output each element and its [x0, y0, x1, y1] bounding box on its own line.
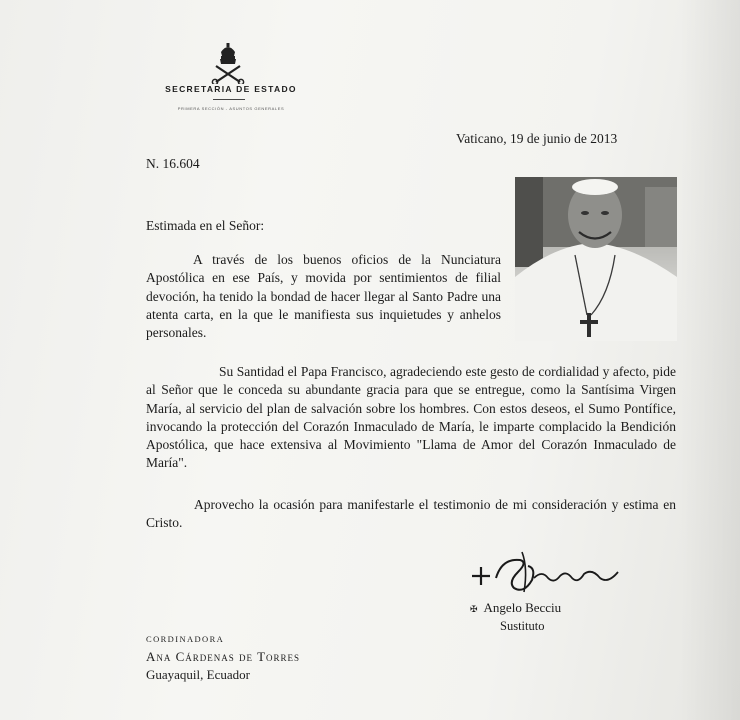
letter-paragraph: Aprovecho la ocasión para manifestarle el testimonio de mi consideración y estima en Cristo.	[146, 497, 676, 531]
office-subtitle: PRIMERA SECCIÓN - ASUNTOS GENERALES	[177, 106, 285, 111]
addressee-role: CORDINADORA	[146, 634, 225, 644]
pope-portrait-photo	[515, 177, 677, 341]
letter-paragraph: A través de los buenos oficios de la Nunciatura Apostólica en ese País, y movida por sentimientos de filial devoción, ha tenido la bondad de hacer llegar al Santo Padre una atenta carta, en la que le manifiesta sus inquietudes y anhelos personales.	[146, 252, 501, 341]
office-name: SECRETARIA DE ESTADO	[165, 84, 297, 94]
cross-icon: ✠	[470, 604, 478, 614]
letter-paragraph: Su Santidad el Papa Francisco, agradeciendo este gesto de cordialidad y afecto, pide al Señor que le conceda su abundante gracia para que se entregue, como la Santísima Virgen María, al servicio del plan de salvación sobre los hombres. Con estos deseos, el Sumo Pontífice, invocando la protección del Corazón Inmaculado de María, le imparte complacido la Bendición Apostólica, que hace extensiva al Movimiento "Llama de Amor del Corazón Inmaculado de María".	[146, 364, 676, 471]
addressee-block	[146, 630, 300, 684]
reference-number: N. 16.604	[146, 156, 200, 171]
addressee-place: Guayaquil, Ecuador	[146, 667, 250, 682]
salutation: Estimada en el Señor:	[146, 218, 265, 233]
papal-keys-crest-icon	[208, 42, 248, 84]
handwritten-signature	[462, 548, 632, 598]
signer-name	[470, 600, 561, 616]
letterhead-divider	[213, 99, 245, 100]
letter-date: Vaticano, 19 de junio de 2013	[456, 131, 618, 146]
addressee-name: Ana Cárdenas de Torres	[146, 649, 301, 664]
signer-title: Sustituto	[500, 619, 545, 633]
signer-name-text: Angelo Becciu	[483, 600, 562, 615]
